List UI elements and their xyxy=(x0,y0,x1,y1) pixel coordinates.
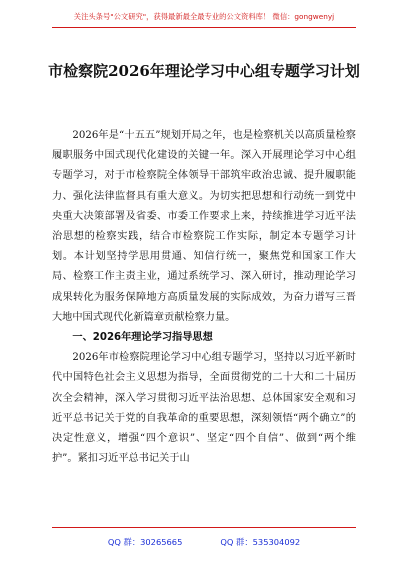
footer-qq-group-2: QQ 群：535304092 xyxy=(220,537,301,547)
section-heading-1: 一、2026年理论学习指导思想 xyxy=(72,332,213,344)
footer-qq-group-1: QQ 群：30265665 xyxy=(107,537,183,547)
document-title: 市检察院2026年理论学习中心组专题学习计划 xyxy=(48,62,360,80)
document-body xyxy=(52,126,356,469)
bottom-divider xyxy=(52,527,356,528)
footer xyxy=(0,536,408,548)
section-paragraph-1: 2026年市检察院理论学习中心组专题学习，坚持以习近平新时代中国特色社会主义思想为指导，全面贯彻党的二十大和二十届历次全会精神，深入学习贯彻习近平法治思想、总体国家安全观和习近平总书记关于党的自我革命的重要思想，深刻领悟“两个确立”的决定性意义，增强“四个意识”、坚定“四个自信”、做到“两个维护”。紧扣习近平总书记关于山 xyxy=(52,352,356,465)
top-banner-text: 关注头条号"公文研究"，获得最新最全最专业的公文资料库！ 微信：gongwenyj xyxy=(73,12,335,21)
intro-paragraph: 2026年是“十五五”规划开局之年，也是检察机关以高质量检察履职服务中国式现代化建设的关键一年。深入开展理论学习中心组专题学习，对于市检察院全体领导干部筑牢政治忠诚、提升履职能力、强化法律监督具有重大意义。为切实把思想和行动统一到党中央重大决策部署及省委、市委工作要求上来，持续推进学习近平法治思想的检察实践，结合市检察院工作实际，制定本专题学习计划。本计划坚持学思用贯通、知信行统一，聚焦党和国家工作大局、检察工作主责主业，通过系统学习、深入研讨，推动理论学习成果转化为服务保障地方高质量发展的实际成效，为奋力谱写三晋大地中国式现代化新篇章贡献检察力量。 xyxy=(52,130,356,323)
top-divider xyxy=(52,27,356,28)
